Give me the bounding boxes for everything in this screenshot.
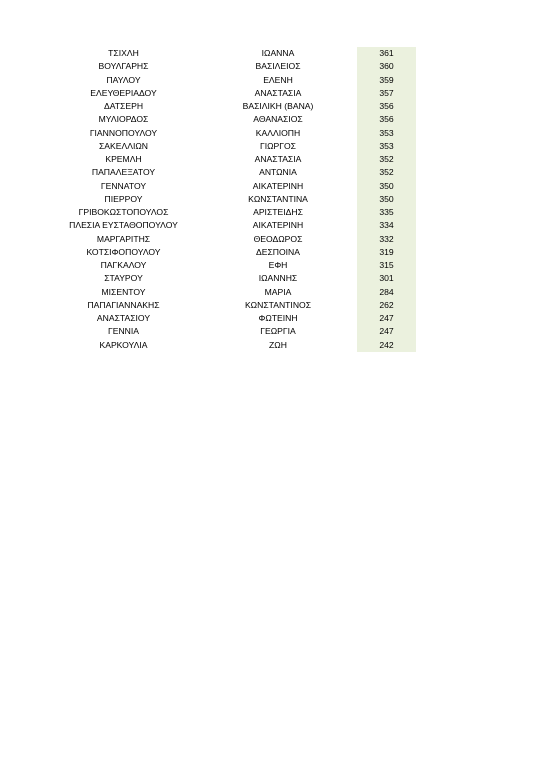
surname-cell: ΚΑΡΚΟΥΛΙΑ: [99, 339, 148, 350]
table-row: [48, 246, 416, 259]
surname-cell: ΕΛΕΥΘΕΡΙΑΔΟΥ: [90, 87, 157, 98]
score-cell: 284: [357, 286, 416, 299]
table-row: [48, 299, 416, 312]
surname-cell: ΚΡΕΜΛΗ: [105, 154, 142, 164]
surname-cell: ΓΡΙΒΟΚΩΣΤΟΠΟΥΛΟΣ: [78, 207, 169, 217]
score-cell: 335: [357, 206, 416, 219]
table-row: [48, 272, 416, 285]
firstname-cell: ΕΦΗ: [268, 260, 288, 270]
surname-cell: ΚΟΤΣΙΦΟΠΟΥΛΟΥ: [86, 246, 161, 257]
table-row: [48, 312, 416, 325]
table-row: [48, 60, 416, 73]
table-row: [48, 325, 416, 338]
table-row: [48, 127, 416, 140]
firstname-cell: ΚΩΝΣΤΑΝΤΙΝΑ: [248, 193, 308, 204]
firstname-cell: ΑΝΑΣΤΑΣΙΑ: [254, 87, 302, 98]
score-cell: 319: [357, 246, 416, 259]
table-row: [48, 100, 416, 113]
score-cell: 262: [357, 299, 416, 312]
table-row: [48, 180, 416, 193]
score-cell: 359: [357, 74, 416, 87]
table-row: [48, 286, 416, 299]
firstname-cell: ΚΩΝΣΤΑΝΤΙΝΟΣ: [244, 299, 312, 310]
score-cell: 350: [357, 180, 416, 193]
firstname-cell: ΔΕΣΠΟΙΝΑ: [255, 246, 300, 257]
firstname-cell: ΕΛΕΝΗ: [263, 74, 293, 85]
score-cell: 332: [357, 233, 416, 246]
score-cell: 353: [357, 127, 416, 140]
table-row: [48, 259, 416, 272]
firstname-cell: ΖΩΗ: [269, 339, 287, 350]
table-row: [48, 74, 416, 87]
table-row: [48, 140, 416, 153]
firstname-cell: ΙΩΑΝΝΗΣ: [258, 273, 298, 284]
score-cell: 361: [357, 47, 416, 60]
surname-cell: ΠΑΥΛΟΥ: [106, 74, 141, 85]
firstname-cell: ΑΙΚΑΤΕΡΙΝΗ: [252, 180, 304, 191]
surname-cell: ΓΙΑΝΝΟΠΟΥΛΟΥ: [89, 127, 158, 138]
score-cell: 353: [357, 140, 416, 153]
firstname-cell: ΓΕΩΡΓΙΑ: [260, 326, 296, 337]
score-cell: 242: [357, 339, 416, 352]
firstname-cell: ΒΑΣΙΛΕΙΟΣ: [255, 61, 301, 72]
surname-cell: ΒΟΥΛΓΑΡΗΣ: [98, 61, 149, 72]
firstname-cell: ΜΑΡΙΑ: [264, 286, 292, 297]
firstname-cell: ΑΘΑΝΑΣΙΟΣ: [253, 114, 303, 125]
score-cell: 356: [357, 100, 416, 113]
firstname-cell: ΑΝΤΩΝΙΑ: [259, 167, 297, 178]
surname-cell: ΓΕΝΝΙΑ: [108, 326, 139, 337]
surname-cell: ΜΑΡΓΑΡΙΤΗΣ: [96, 233, 151, 244]
firstname-cell: ΑΝΑΣΤΑΣΙΑ: [254, 154, 302, 164]
firstname-cell: ΑΡΙΣΤΕΙΔΗΣ: [253, 207, 303, 217]
table-row: [48, 193, 416, 206]
surname-cell: ΠΙΕΡΡΟΥ: [104, 193, 143, 204]
results-table: [48, 47, 416, 352]
score-cell: 352: [357, 153, 416, 166]
score-cell: 247: [357, 325, 416, 338]
surname-cell: ΣΤΑΥΡΟΥ: [104, 273, 143, 284]
surname-cell: ΜΙΣΕΝΤΟΥ: [101, 286, 146, 297]
score-cell: 360: [357, 60, 416, 73]
table-row: [48, 339, 416, 352]
firstname-cell: ΓΙΩΡΓΟΣ: [259, 140, 296, 151]
score-cell: 356: [357, 113, 416, 126]
surname-cell: ΣΑΚΕΛΛΙΩΝ: [98, 140, 148, 151]
score-cell: 334: [357, 219, 416, 232]
surname-cell: ΠΛΕΣΙΑ ΕΥΣΤΑΘΟΠΟΥΛΟΥ: [69, 220, 178, 231]
table-row: [48, 113, 416, 126]
table-row: [48, 206, 416, 219]
firstname-cell: ΘΕΟΔΩΡΟΣ: [253, 233, 303, 244]
score-cell: 301: [357, 272, 416, 285]
score-cell: 315: [357, 259, 416, 272]
table-row: [48, 153, 416, 166]
firstname-cell: ΒΑΣΙΛΙΚΗ (ΒΑΝΑ): [242, 101, 314, 111]
surname-cell: ΠΑΓΚΑΛΟΥ: [100, 260, 147, 270]
surname-cell: ΔΑΤΣΕΡΗ: [103, 101, 144, 111]
surname-cell: ΠΑΠΑΓΙΑΝΝΑΚΗΣ: [87, 299, 160, 310]
table-row: [48, 166, 416, 179]
results-table-body: [48, 47, 416, 352]
score-cell: 352: [357, 166, 416, 179]
table-row: [48, 47, 416, 60]
table-row: [48, 87, 416, 100]
score-cell: 350: [357, 193, 416, 206]
firstname-cell: ΦΩΤΕΙΝΗ: [258, 313, 298, 323]
table-row: [48, 233, 416, 246]
surname-cell: ΜΥΛΙΟΡΔΟΣ: [98, 114, 149, 125]
firstname-cell: ΙΩΑΝΝΑ: [261, 48, 295, 58]
firstname-cell: ΑΙΚΑΤΕΡΙΝΗ: [252, 220, 304, 231]
surname-cell: ΤΣΙΧΛΗ: [108, 48, 139, 58]
score-cell: 247: [357, 312, 416, 325]
firstname-cell: ΚΑΛΛΙΟΠΗ: [255, 127, 301, 138]
surname-cell: ΑΝΑΣΤΑΣΙΟΥ: [96, 313, 151, 323]
surname-cell: ΓΕΝΝΑΤΟΥ: [100, 180, 147, 191]
surname-cell: ΠΑΠΑΛΕΞΑΤΟΥ: [91, 167, 156, 178]
table-row: [48, 219, 416, 232]
score-cell: 357: [357, 87, 416, 100]
